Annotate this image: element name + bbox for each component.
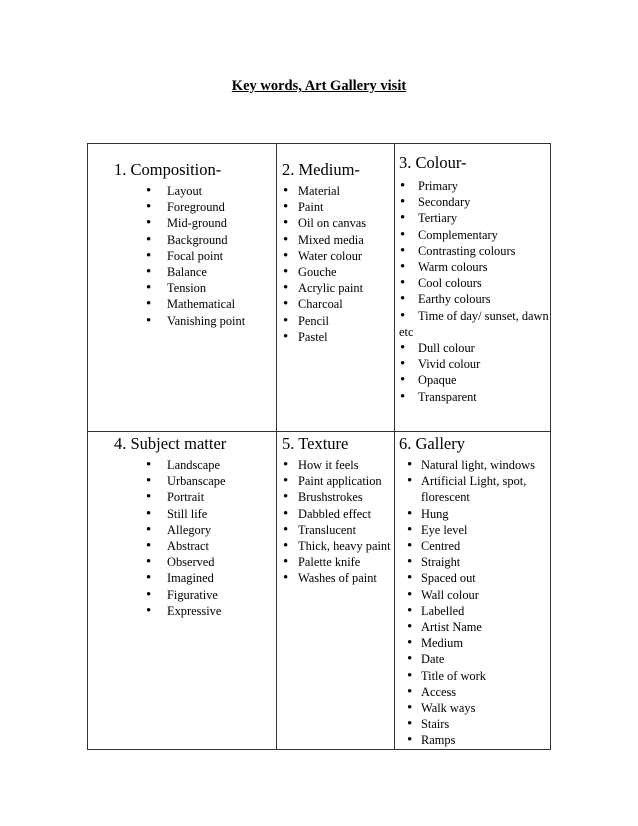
list-item: • Primary (399, 178, 550, 194)
list-item: • Figurative (167, 587, 276, 603)
list-item: • Mixed media (298, 232, 394, 248)
list-item: • Focal point (167, 248, 276, 264)
list-item: • Imagined (167, 570, 276, 586)
heading-subject-matter: 4. Subject matter (114, 434, 227, 453)
list-item: • Pastel (298, 329, 394, 345)
list-item: • Transparent (399, 389, 550, 405)
list-item: • Brushstrokes (298, 489, 394, 505)
list-item: • Paint application (298, 473, 394, 489)
list-item: • Spaced out (421, 570, 550, 586)
list-item: • Opaque (399, 372, 550, 388)
list-item: • Layout (167, 183, 276, 199)
list-item: • Portrait (167, 489, 276, 505)
list-item: • Paint (298, 199, 394, 215)
list-item: • Natural light, windows (421, 457, 550, 473)
list-item: • Water colour (298, 248, 394, 264)
list-item: • Tension (167, 280, 276, 296)
list-composition (88, 180, 276, 329)
cell-medium (277, 144, 395, 432)
list-item: • Gouche (298, 264, 394, 280)
list-item: • Thick, heavy paint (298, 538, 394, 554)
list-item: • Oil on canvas (298, 215, 394, 231)
keywords-table (87, 143, 551, 750)
list-item: • Vanishing point (167, 313, 276, 329)
list-item: • Complementary (399, 227, 550, 243)
heading-texture: 5. Texture (282, 434, 349, 453)
list-subject-matter (88, 454, 276, 619)
list-item: • Tertiary (399, 210, 550, 226)
list-item: • Charcoal (298, 296, 394, 312)
cell-texture (277, 432, 395, 750)
list-item: • Mid-ground (167, 215, 276, 231)
list-item: • Pencil (298, 313, 394, 329)
list-item: • Earthy colours (399, 291, 550, 307)
list-item: • Warm colours (399, 259, 550, 275)
list-item: • Contrasting colours (399, 243, 550, 259)
list-item: • Washes of paint (298, 570, 394, 586)
list-item: • Vivid colour (399, 356, 550, 372)
list-item: • Abstract (167, 538, 276, 554)
list-item: • Stairs (421, 716, 550, 732)
list-item: • Time of day/ sunset, dawn etc (399, 308, 550, 340)
list-item: • Cool colours (399, 275, 550, 291)
list-item: • Ramps (421, 732, 550, 748)
list-medium (277, 180, 394, 345)
list-item: • Palette knife (298, 554, 394, 570)
list-item: • Labelled (421, 603, 550, 619)
list-item: • Eye level (421, 522, 550, 538)
list-texture (277, 454, 394, 587)
list-item: • Observed (167, 554, 276, 570)
list-item: • Expressive (167, 603, 276, 619)
list-item: • Dull colour (399, 340, 550, 356)
cell-gallery (395, 432, 551, 750)
list-item: • Title of work (421, 668, 550, 684)
list-item: • How it feels (298, 457, 394, 473)
page-title: Key words, Art Gallery visit (231, 78, 407, 94)
heading-medium: 2. Medium- (282, 160, 360, 179)
list-item: • Background (167, 232, 276, 248)
list-item: • Translucent (298, 522, 394, 538)
list-item: • Secondary (399, 194, 550, 210)
list-item: • Acrylic paint (298, 280, 394, 296)
list-colour (395, 173, 550, 405)
heading-gallery: 6. Gallery (399, 434, 465, 453)
list-item: • Artificial Light, spot, florescent (421, 473, 550, 505)
list-gallery (395, 454, 550, 749)
list-item: • Wall colour (421, 587, 550, 603)
list-item: • Landscape (167, 457, 276, 473)
list-item: • Centred (421, 538, 550, 554)
heading-composition: 1. Composition- (114, 160, 222, 179)
list-item: • Hung (421, 506, 550, 522)
list-item: • Dabbled effect (298, 506, 394, 522)
list-item: • Balance (167, 264, 276, 280)
list-item: • Mathematical (167, 296, 276, 312)
list-item: • Date (421, 651, 550, 667)
list-item: • Medium (421, 635, 550, 651)
cell-colour (395, 144, 551, 432)
cell-composition (88, 144, 277, 432)
list-item: • Artist Name (421, 619, 550, 635)
list-item: • Access (421, 684, 550, 700)
list-item: • Allegory (167, 522, 276, 538)
list-item: • Material (298, 183, 394, 199)
list-item: • Urbanscape (167, 473, 276, 489)
cell-subject-matter (88, 432, 277, 750)
list-item: • Straight (421, 554, 550, 570)
list-item: • Walk ways (421, 700, 550, 716)
list-item: • Foreground (167, 199, 276, 215)
heading-colour: 3. Colour- (399, 153, 467, 172)
list-item: • Still life (167, 506, 276, 522)
